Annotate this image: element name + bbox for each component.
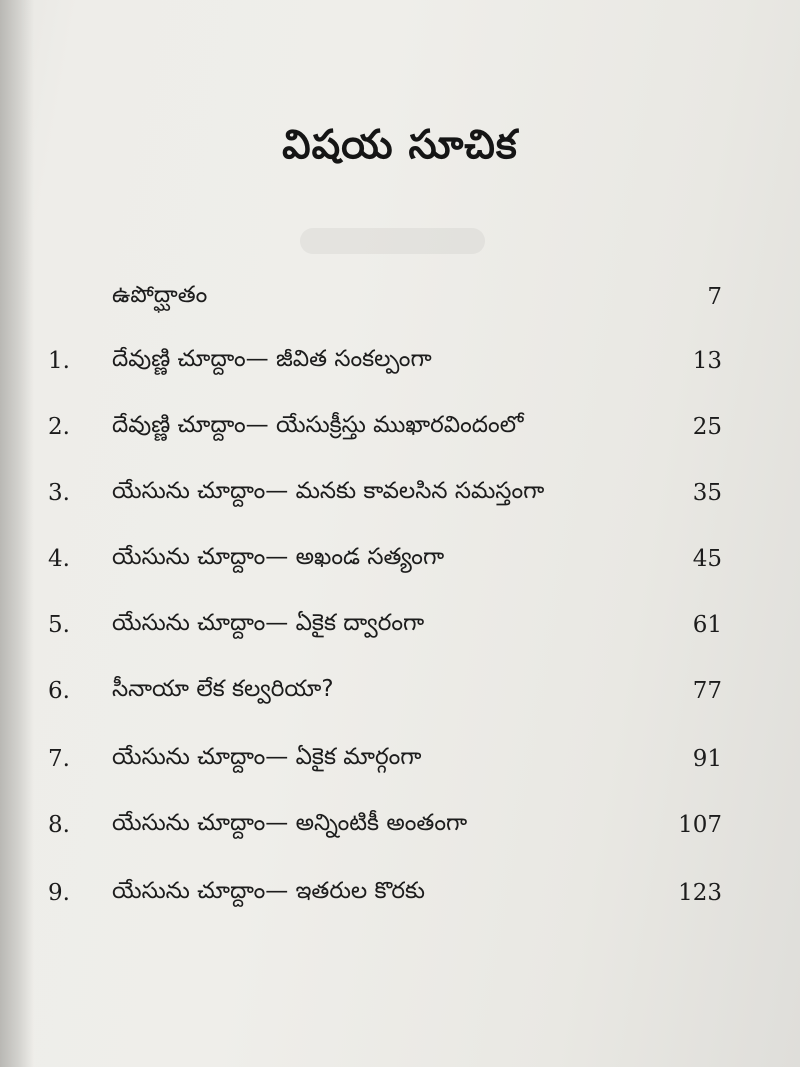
toc-entry [0,278,800,322]
toc-entry-page: 123 [678,880,722,906]
page-title: విషయ సూచిక [282,122,518,168]
toc-entry-number: 6. [48,678,70,704]
toc-entry-page: 13 [692,348,722,374]
toc-entry-number: 8. [48,812,70,838]
toc-entry-title: యేసును చూద్దాం— ఏకైక మార్గంగా [112,744,422,770]
toc-entry [0,672,800,716]
toc-entry-page: 25 [692,414,722,440]
toc-entry-number: 1. [48,348,70,374]
toc-entry-page: 45 [692,546,722,572]
toc-entry-title: యేసును చూద్దాం— ఇతరుల కొరకు [112,878,425,904]
toc-entry-page: 61 [692,612,722,638]
toc-entry [0,342,800,386]
toc-entry-number: 5. [48,612,70,638]
toc-entry-page: 77 [692,678,722,704]
toc-entry-title: దేవుణ్ణి చూద్దాం— జీవిత సంకల్పంగా [112,346,432,372]
toc-entry-number: 9. [48,880,70,906]
toc-entry [0,806,800,850]
toc-entry-title: దేవుణ్ణి చూద్దాం— యేసుక్రీస్తు ముఖారవిందంలో [112,412,524,438]
toc-entry-page: 107 [678,812,722,838]
toc-entry-page: 35 [692,480,722,506]
toc-entry-title: యేసును చూద్దాం— అన్నింటికీ అంతంగా [112,810,468,836]
toc-entry-title: యేసును చూద్దాం— మనకు కావలసిన సమస్తంగా [112,478,545,504]
toc-entry-title: ఉపోద్ఘాతం [112,282,208,308]
toc-entry-title: సీనాయా లేక కల్వరియా? [112,676,334,702]
toc-entry-number: 2. [48,414,70,440]
toc-entry-number: 7. [48,746,70,772]
toc-entry [0,408,800,452]
toc-entry [0,606,800,650]
toc-entry [0,474,800,518]
toc-entry [0,740,800,784]
toc-entry [0,874,800,918]
toc-entry-title: యేసును చూద్దాం— ఏకైక ద్వారంగా [112,610,425,636]
toc-entry [0,540,800,584]
toc-entry-page: 7 [707,284,722,310]
toc-entry-title: యేసును చూద్దాం— అఖండ సత్యంగా [112,544,445,570]
toc-entry-page: 91 [692,746,722,772]
toc-entry-number: 3. [48,480,70,506]
toc-entry-number: 4. [48,546,70,572]
